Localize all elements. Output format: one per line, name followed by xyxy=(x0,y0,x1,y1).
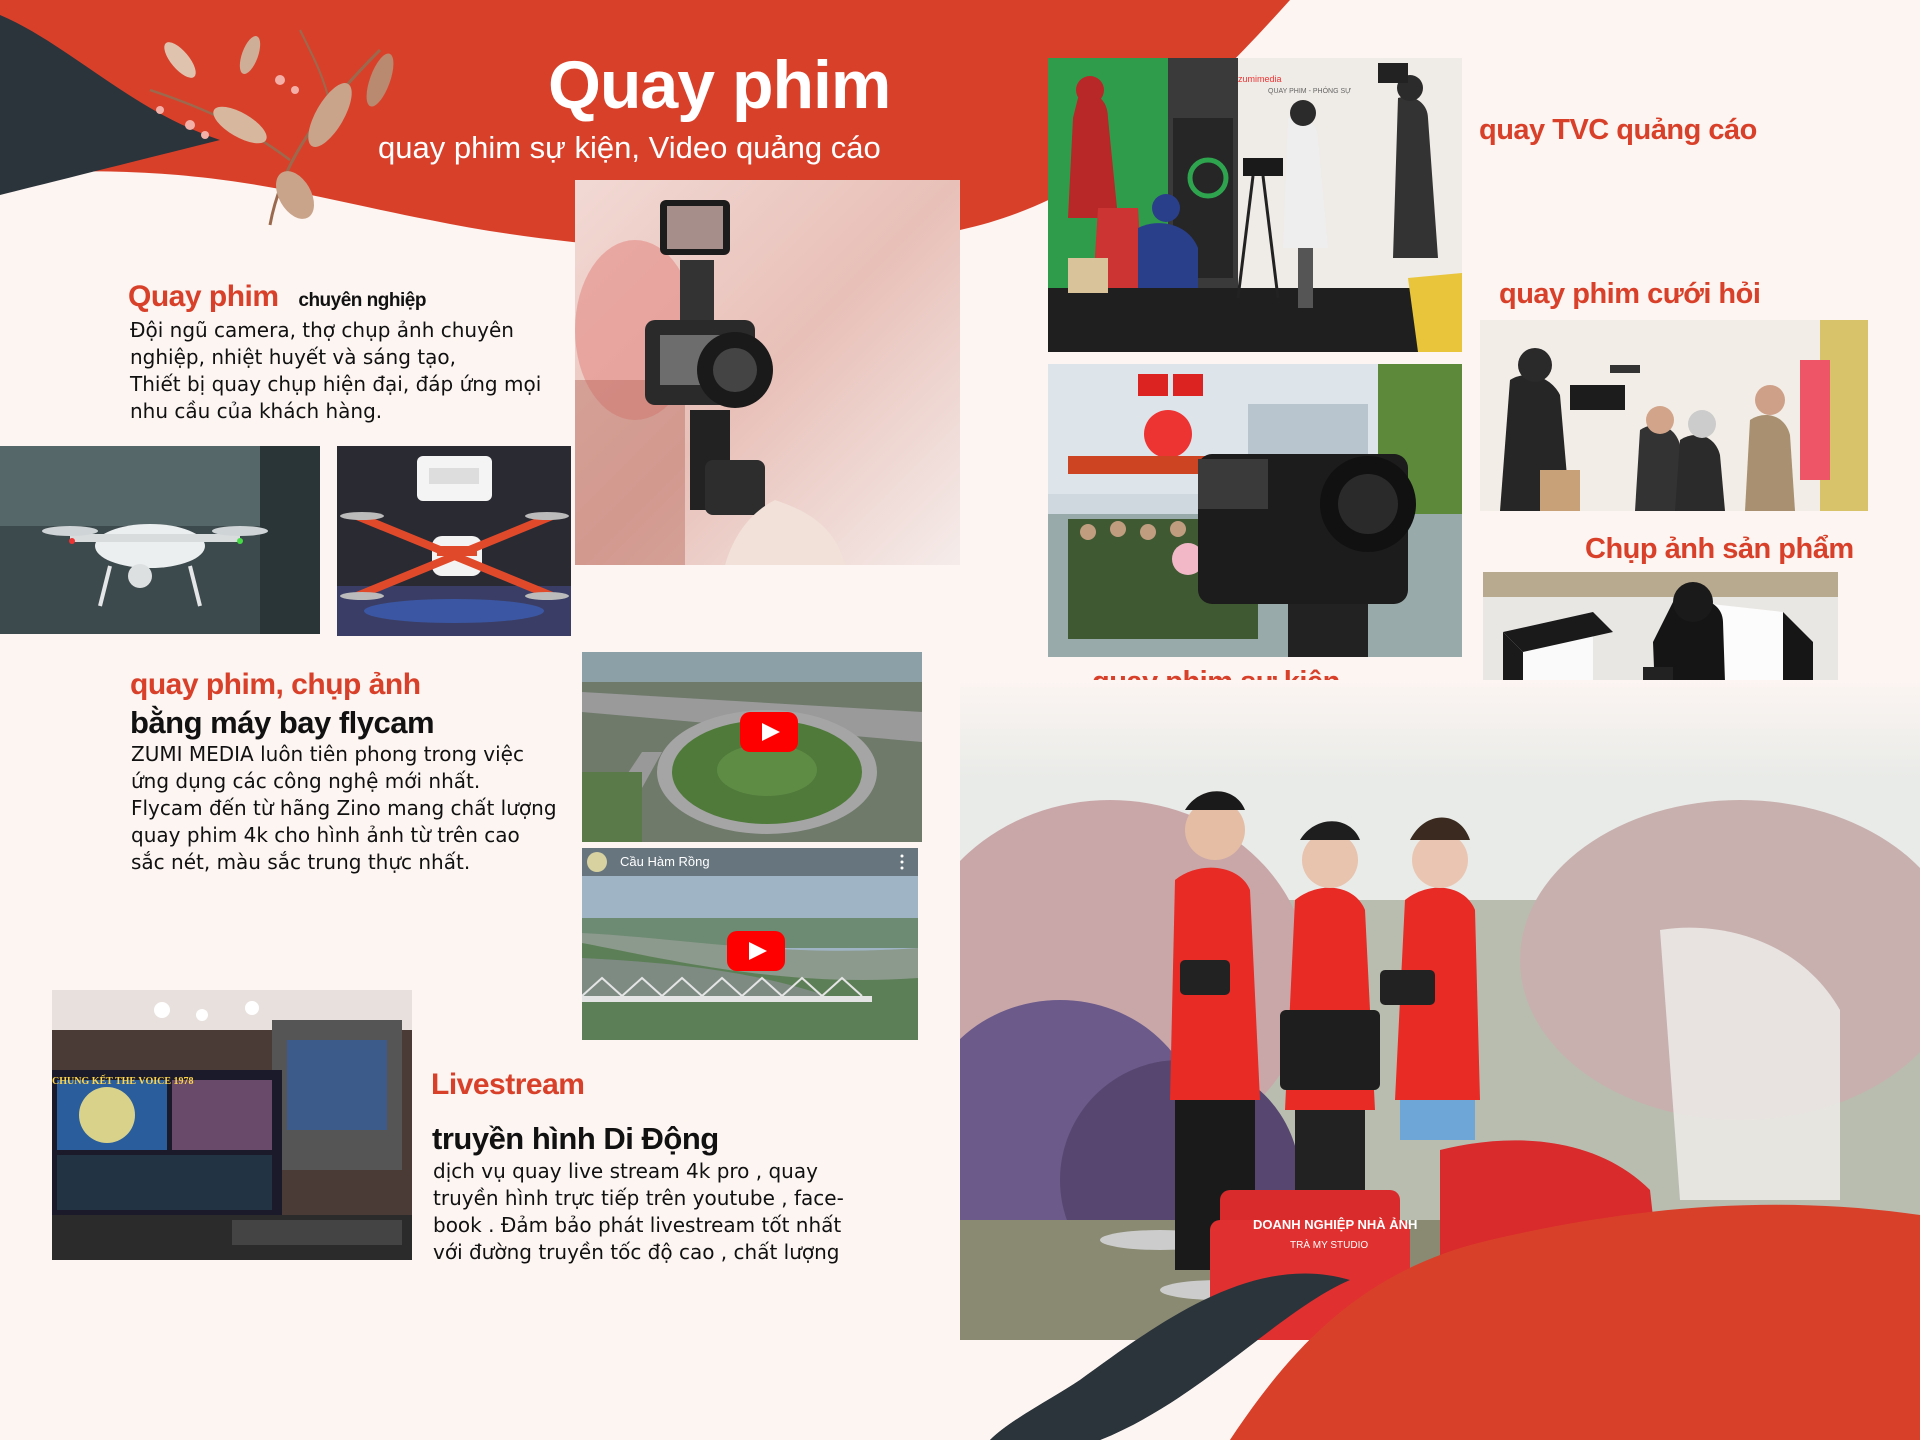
play-button-icon[interactable] xyxy=(727,931,785,971)
livestream-subheading: truyền hình Di Động xyxy=(432,1121,719,1156)
professional-description xyxy=(130,317,541,425)
livestream-line-2: truyền hình trực tiếp trên youtube , face- xyxy=(433,1186,844,1210)
page-subtitle: quay phim sự kiện, Video quảng cáo xyxy=(378,130,881,165)
livestream-heading: Livestream xyxy=(431,1068,585,1101)
livestream-line-4: với đường truyền tốc độ cao , chất lượng xyxy=(433,1240,840,1264)
video-thumbnail-roundabout[interactable] xyxy=(582,652,922,842)
livestream-screen-text: CHUNG KẾT THE VOICE 1978 xyxy=(52,1076,194,1087)
play-button-icon[interactable] xyxy=(740,712,798,752)
service-product-label: Chụp ảnh sản phẩm xyxy=(1585,533,1854,565)
wedding-filming-photo xyxy=(1480,320,1868,511)
bag-title-text: DOANH NGHIỆP NHÀ ẢNH xyxy=(1253,1217,1418,1232)
professional-heading xyxy=(128,280,426,314)
flycam-line-4: quay phim 4k cho hình ảnh từ trên cao xyxy=(131,823,520,847)
page-title: Quay phim xyxy=(548,47,891,123)
flycam-heading: quay phim, chụp ảnh xyxy=(130,668,421,701)
leaf-branch-decoration xyxy=(130,20,410,230)
studio-sign-text: QUAY PHIM - PHÓNG SỰ xyxy=(1268,88,1352,95)
event-photo xyxy=(1048,364,1462,657)
professional-line-4: nhu cầu của khách hàng. xyxy=(130,399,383,423)
flycam-description xyxy=(131,741,557,876)
flycam-line-1: ZUMI MEDIA luôn tiên phong trong việc xyxy=(131,742,524,766)
professional-line-2: nghiệp, nhiệt huyết và sáng tạo, xyxy=(130,345,456,369)
bag-studio-text: TRÀ MY STUDIO xyxy=(1290,1240,1369,1251)
flycam-line-3: Flycam đến từ hãng Zino mang chất lượng xyxy=(131,796,557,820)
tvc-production-photo xyxy=(1048,58,1462,352)
studio-logo-text: zumimedia xyxy=(1238,74,1282,84)
flycam-line-5: sắc nét, màu sắc trung thực nhất. xyxy=(131,850,471,874)
professional-line-3: Thiết bị quay chụp hiện đại, đáp ứng mọi xyxy=(130,372,542,396)
professional-heading-main: Quay phim xyxy=(128,280,279,313)
service-tvc-label: quay TVC quảng cáo xyxy=(1479,114,1757,146)
video-thumbnail-bridge[interactable] xyxy=(582,848,918,1040)
drone-white-photo xyxy=(0,446,320,634)
service-wedding-label: quay phim cưới hỏi xyxy=(1499,278,1761,310)
livestream-line-3: book . Đảm bảo phát livestream tốt nhất xyxy=(433,1213,842,1237)
livestream-setup-photo xyxy=(52,990,412,1260)
drone-zino-photo xyxy=(337,446,571,636)
video-title: Cầu Hàm Rồng xyxy=(620,854,710,869)
flycam-subheading: bằng máy bay flycam xyxy=(130,705,435,740)
livestream-description xyxy=(433,1158,844,1266)
gimbal-camera-photo xyxy=(575,180,960,565)
flycam-line-2: ứng dụng các công nghệ mới nhất. xyxy=(131,769,481,793)
livestream-line-1: dịch vụ quay live stream 4k pro , quay xyxy=(433,1159,818,1183)
bottom-decoration xyxy=(960,1200,1920,1440)
professional-heading-suffix: chuyên nghiệp xyxy=(298,290,426,311)
professional-line-1: Đội ngũ camera, thợ chụp ảnh chuyên xyxy=(130,318,514,342)
